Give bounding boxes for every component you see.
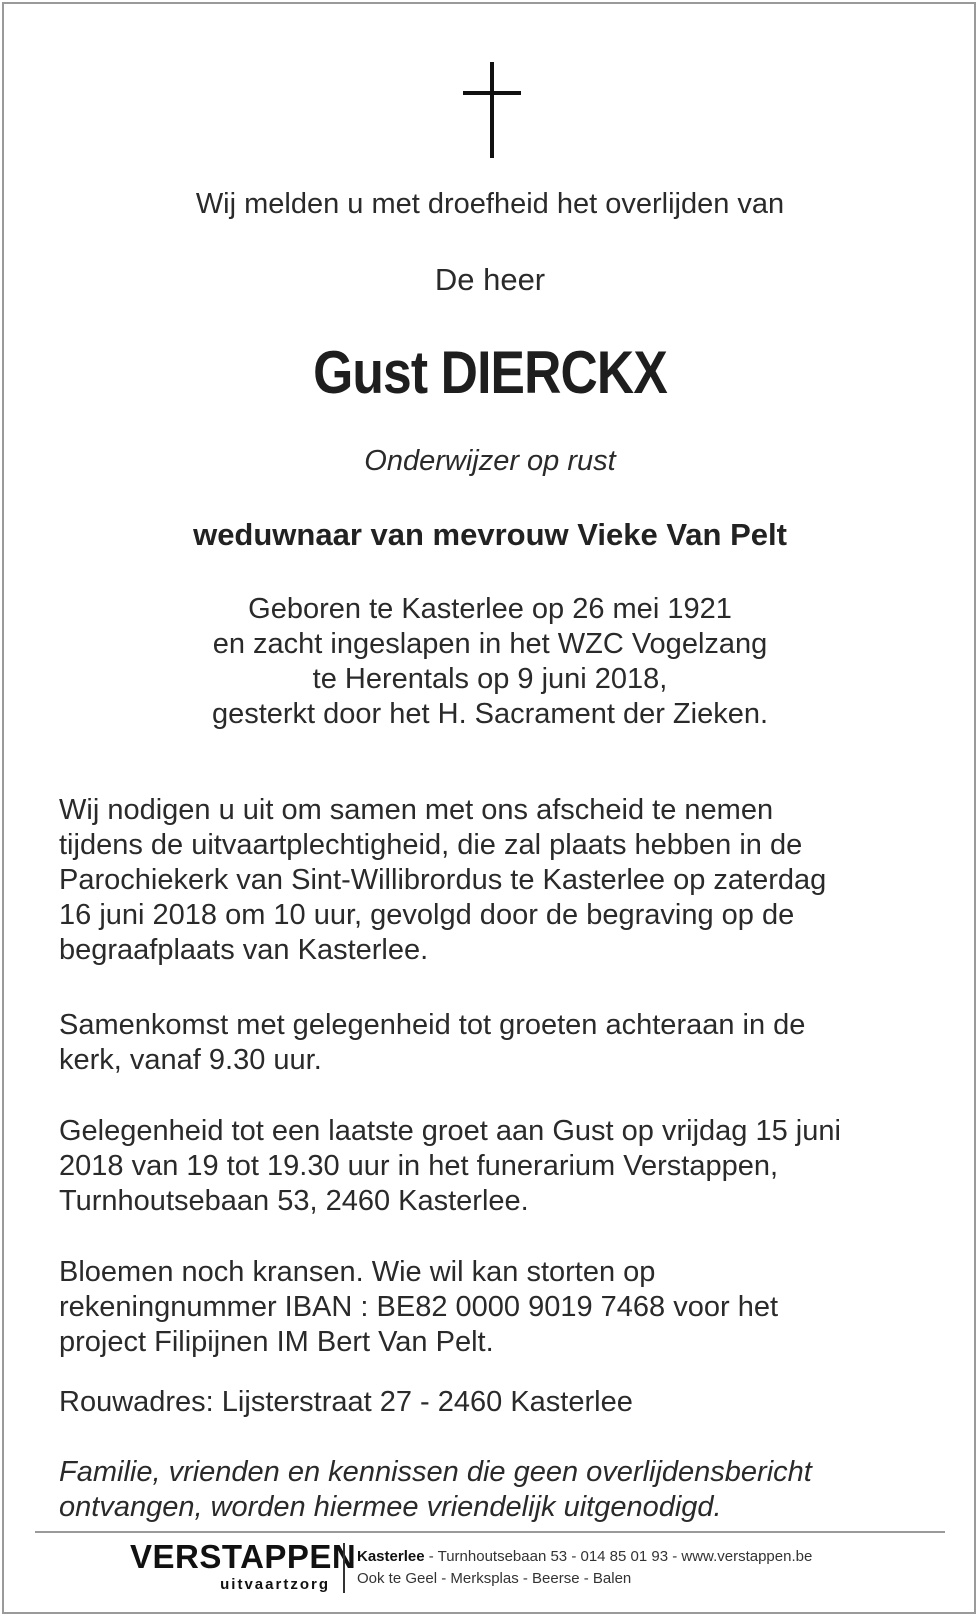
text-line: Bloemen noch kransen. Wie wil kan storten op xyxy=(59,1256,656,1288)
mourning-address: Rouwadres: Lijsterstraat 27 - 2460 Kasterlee xyxy=(59,1386,633,1418)
footer-divider xyxy=(35,1531,945,1533)
text-line: Samenkomst met gelegenheid tot groeten achteraan in de xyxy=(59,1009,806,1041)
text-line: begraafplaats van Kasterlee. xyxy=(59,934,429,966)
birth-line: gesterkt door het H. Sacrament der Zieken. xyxy=(211,698,769,730)
other-locations: Ook te Geel - Merksplas - Beerse - Balen xyxy=(357,1570,632,1587)
text-line: ontvangen, worden hiermee vriendelijk uitgenodigd. xyxy=(59,1491,722,1523)
contact-line xyxy=(357,1546,812,1568)
birth-death-details xyxy=(0,592,980,732)
text-line: 2018 van 19 tot 19.30 uur in het funerarium Verstappen, xyxy=(59,1150,779,1182)
profession: Onderwijzer op rust xyxy=(364,445,616,477)
intro-text: Wij melden u met droefheid het overlijden van xyxy=(195,188,785,220)
birth-line: te Herentals op 9 juni 2018, xyxy=(312,663,668,695)
widower-line: weduwnaar van mevrouw Vieke Van Pelt xyxy=(193,517,787,552)
funeral-paragraph xyxy=(59,793,939,968)
footer-separator xyxy=(343,1543,345,1593)
birth-line: Geboren te Kasterlee op 26 mei 1921 xyxy=(248,593,732,625)
contact-block xyxy=(357,1546,812,1590)
gathering-paragraph xyxy=(59,1008,939,1078)
cross-icon xyxy=(463,62,521,158)
text-line: Gelegenheid tot een laatste groet aan Gust op vrijdag 15 juni xyxy=(59,1115,841,1147)
text-line: project Filipijnen IM Bert Van Pelt. xyxy=(59,1326,494,1358)
text-line: Familie, vrienden en kennissen die geen overlijdensbericht xyxy=(59,1456,812,1488)
text-line: rekeningnummer IBAN : BE82 0000 9019 7468 voor het xyxy=(59,1291,779,1323)
viewing-paragraph xyxy=(59,1114,939,1219)
text-line: kerk, vanaf 9.30 uur. xyxy=(59,1044,322,1076)
company-logo xyxy=(130,1538,357,1594)
text-line: Parochiekerk van Sint-Willibrordus te Kasterlee op zaterdag xyxy=(59,864,827,896)
contact-city: Kasterlee xyxy=(357,1548,425,1565)
birth-line: en zacht ingeslapen in het WZC Vogelzang xyxy=(212,628,768,660)
honorific-title: De heer xyxy=(434,262,546,297)
text-line: Turnhoutsebaan 53, 2460 Kasterlee. xyxy=(59,1185,529,1217)
logo-name: VERSTAPPEN xyxy=(130,1538,357,1575)
text-line: 16 juni 2018 om 10 uur, gevolgd door de begraving op de xyxy=(59,899,795,931)
contact-details: - Turnhoutsebaan 53 - 014 85 01 93 - www.verstappen.be xyxy=(424,1548,813,1565)
logo-subtitle: uitvaartzorg xyxy=(220,1576,330,1593)
text-line: tijdens de uitvaartplechtigheid, die zal plaats hebben in de xyxy=(59,829,803,861)
text-line: Wij nodigen u uit om samen met ons afscheid te nemen xyxy=(59,794,774,826)
closing-paragraph xyxy=(59,1455,939,1525)
deceased-name: Gust DIERCKX xyxy=(313,339,667,406)
flowers-paragraph xyxy=(59,1255,939,1360)
